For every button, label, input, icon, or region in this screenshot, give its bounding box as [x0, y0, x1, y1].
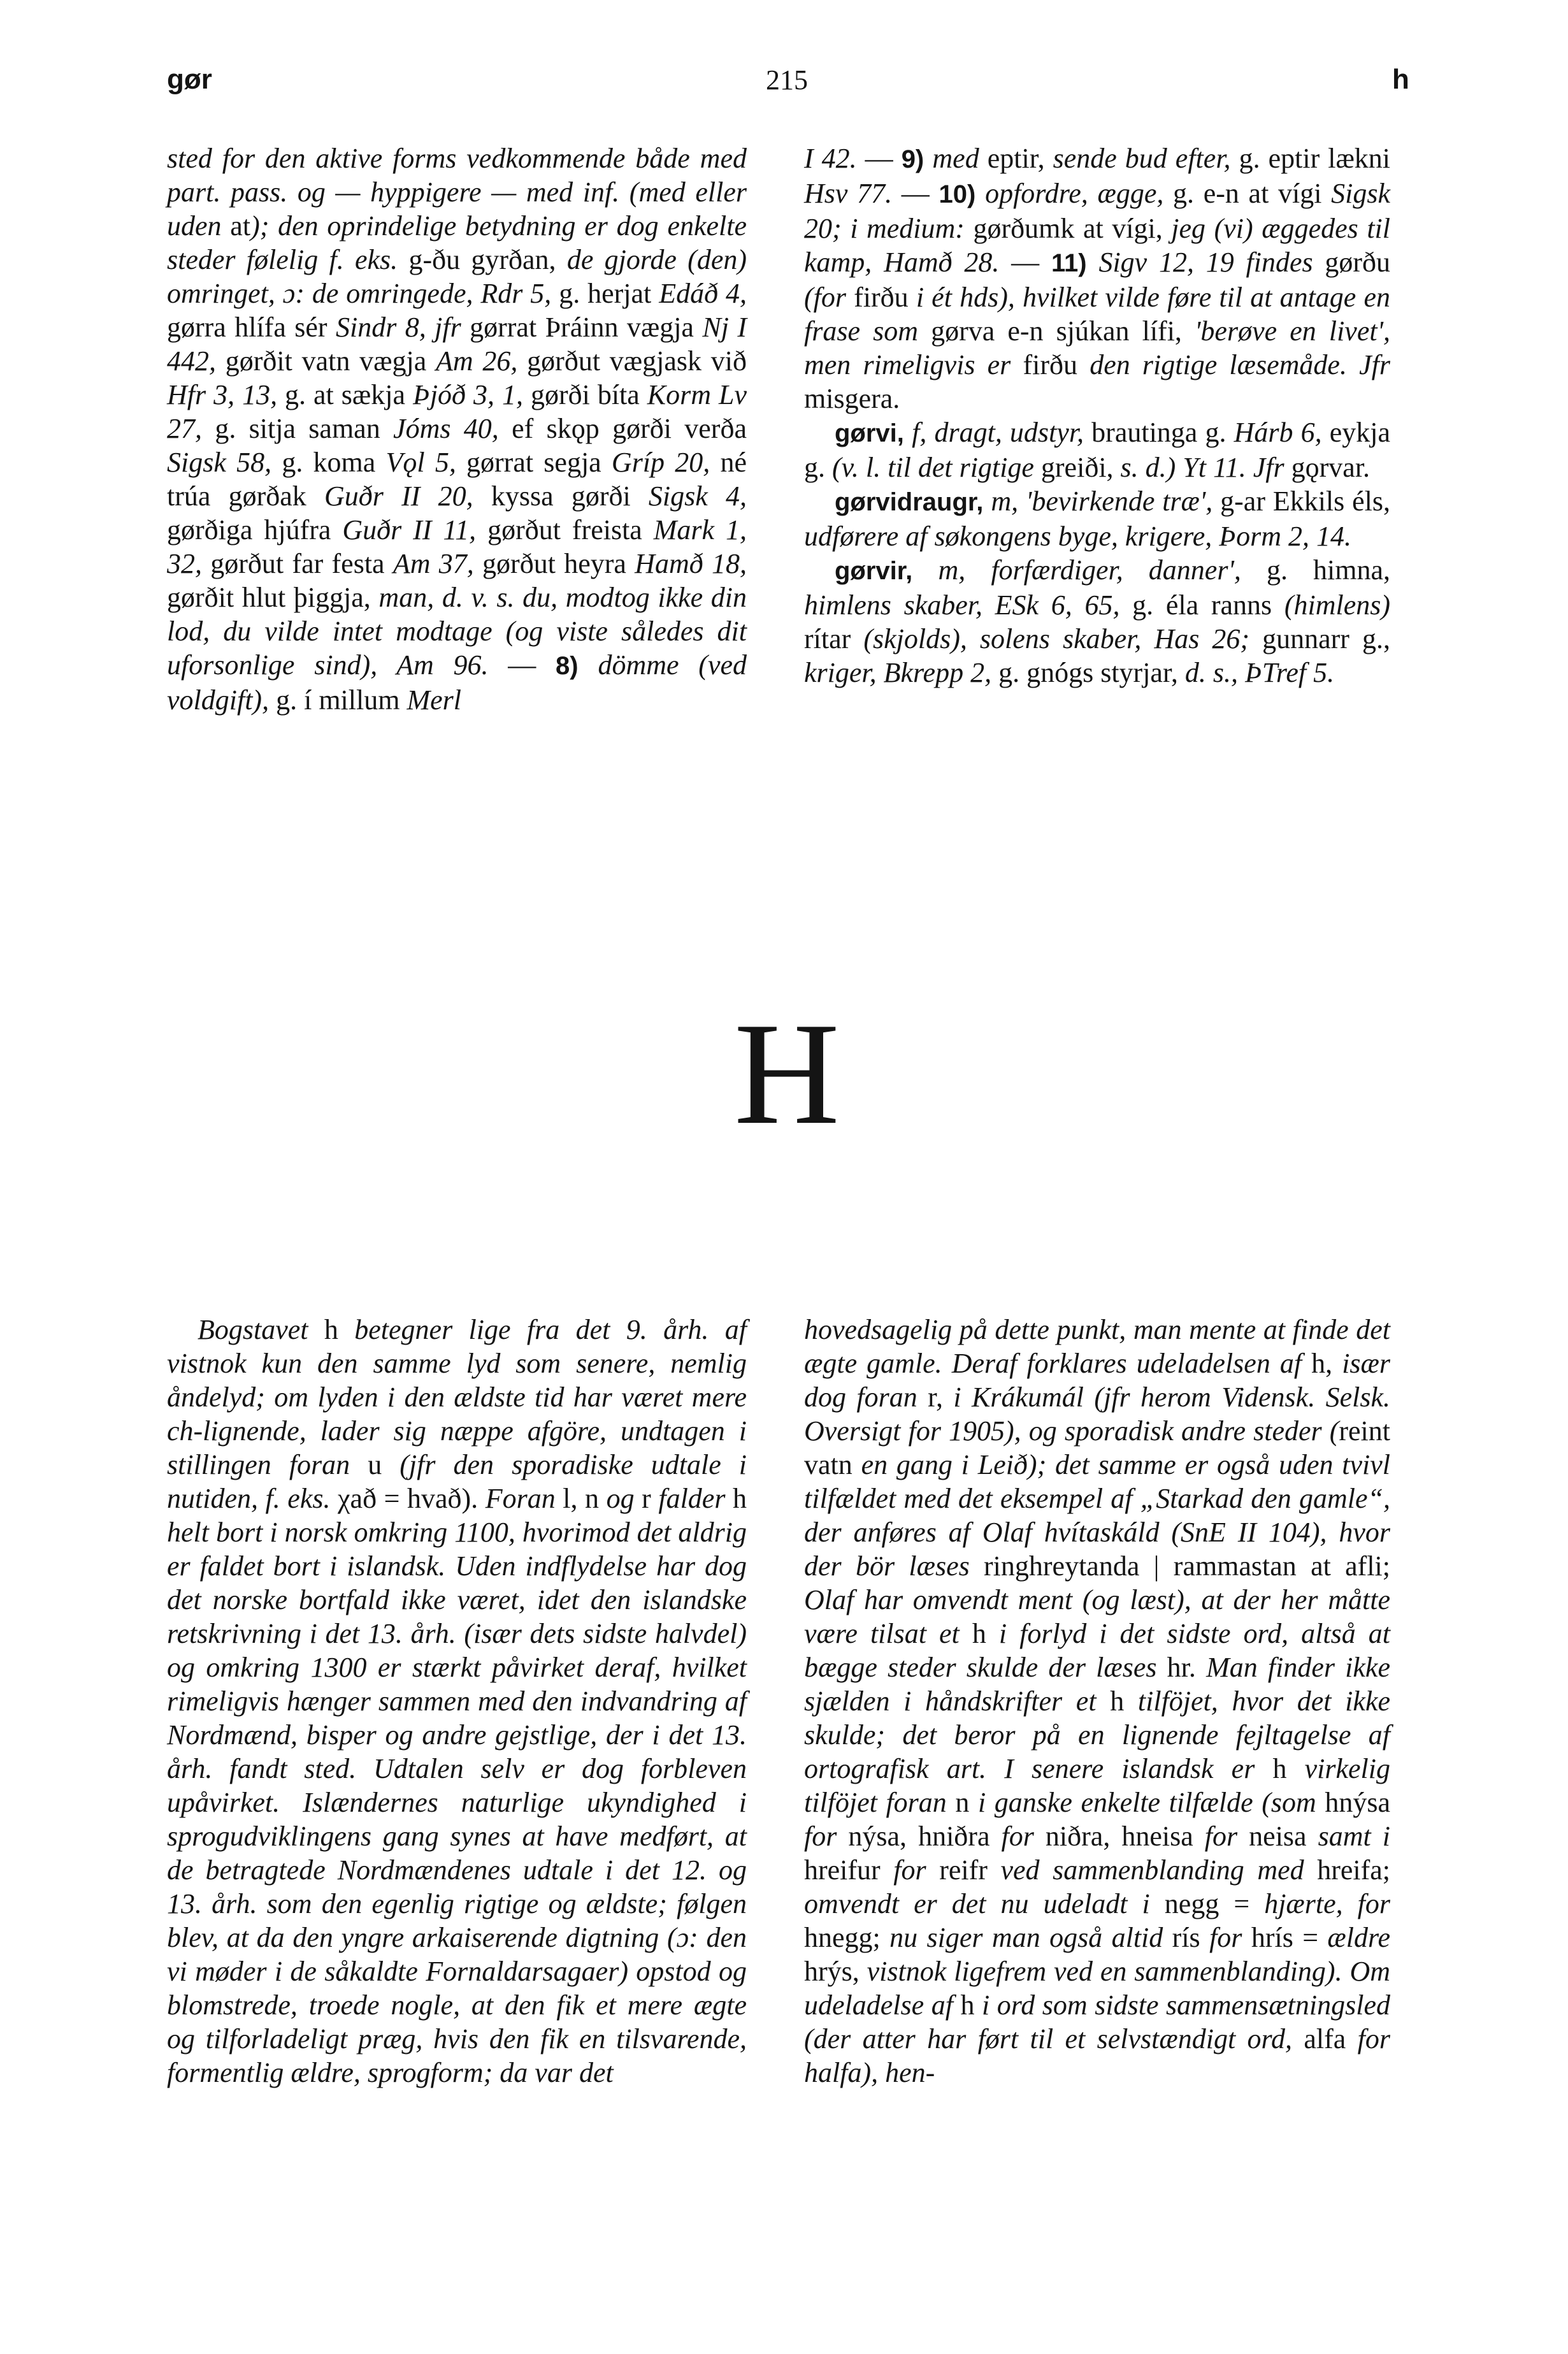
- text-run: ved sammenblanding med: [1000, 1854, 1318, 1886]
- text-run: g-ar Ekkils éls,: [1220, 486, 1390, 517]
- text-run: med: [932, 143, 988, 174]
- text-run: gørva e-n sjúkan lífi,: [931, 315, 1195, 347]
- text-run: Hamð 18,: [635, 548, 747, 579]
- text-run: firðu: [1023, 349, 1090, 380]
- text-run: betegner lige fra det 9. årh. af vistnok kun den samme lyd som senere, nemlig åndelyd; om lyden i den ældste tid har været mere ch-lignende, lader sig næppe afgöre, undtagen i stillingen foran: [167, 1314, 747, 1480]
- text-run: og: [606, 1483, 642, 1514]
- text-run: brautinga g.: [1091, 417, 1234, 448]
- text-run: —: [865, 143, 902, 174]
- text-run: man, d. v. s. du, modtog ikke din lod, du vilde intet modtage (og viste således dit uforsonlige sind), Am 96.: [167, 582, 747, 681]
- text-run: gørðiga hjúfra: [167, 514, 343, 545]
- text-run: kyssa gørði: [491, 480, 649, 512]
- text-run: g. gnógs styrjar,: [998, 657, 1185, 688]
- text-run: negg =: [1164, 1888, 1265, 1919]
- text-run: Foran: [485, 1483, 563, 1514]
- text-run: for: [1357, 2023, 1391, 2054]
- text-run: helt bort i norsk omkring 1100, hvorimod det aldrig er faldet bort i islandsk. Uden indflydelse har dog det norske bortfald ikke været, idet den islandske retskrivning i det 13. årh. (især dets sidste halvdel) og omkring 1300 er stærkt påvirket deraf, hvilket rimeligvis hænger sammen med den indvandring af Nordmænd, bisper og andre gejstlige, der i det 13. årh. fandt sted. Udtalen selv er dog forbleven upåvirket. Islændernes naturlige ukyndighed i sprogudviklingens gang synes at have medført, at de betragtede Nordmændenes udtale i det 12. og 13. årh. som den egenlig rigtige og ældste; følgen blev, at da den yngre arkaiserende digtning (ɔ: den vi møder i de såkaldte Fornaldarsagaer) opstod og blomstrede, troede nogle, at den fik et mere ægte og tilforladeligt præg, hvis den fik en tilsvarende, formentlig ældre, sprogform; da var det: [167, 1517, 747, 2088]
- text-run: d. s., ÞTref 5.: [1184, 657, 1335, 688]
- text-run: Gríp 20,: [611, 447, 721, 478]
- text-run: h: [1272, 1753, 1305, 1784]
- column-top-left: [167, 141, 747, 717]
- text-run: eptir,: [987, 143, 1053, 174]
- headword: gørvir,: [835, 557, 939, 585]
- text-run: virkelig tilföjet foran: [804, 1753, 1390, 1818]
- column-bottom-right: [804, 1313, 1390, 2090]
- running-head-right: h: [1392, 64, 1409, 95]
- text-run: ); den oprindelige betydning er dog enkelte steder følelig f. eks.: [167, 210, 747, 275]
- text-run: hnegg;: [804, 1922, 890, 1953]
- text-run: at: [230, 210, 251, 242]
- text-run: gørðut freista: [487, 514, 654, 545]
- text-run: gørra hlífa sér: [167, 312, 336, 343]
- text-run: rís: [1172, 1922, 1210, 1953]
- text-run: de gjorde (den) omringet, ɔ: de omringede, Rdr 5,: [167, 244, 747, 309]
- text-run: né trúa gørðak: [167, 447, 747, 512]
- text-run: Hárb 6,: [1234, 417, 1330, 448]
- text-run: f, dragt, udstyr,: [912, 417, 1092, 448]
- text-run: ringhreytanda | rammastan at afli;: [984, 1550, 1390, 1582]
- text-run: g. éla ranns: [1132, 589, 1284, 621]
- text-run: (himlens): [1284, 589, 1390, 621]
- text-run: r,: [928, 1382, 954, 1413]
- text-run: Guðr II 11,: [342, 514, 488, 545]
- text-run: Jóms 40,: [393, 413, 512, 444]
- text-run: gørðit vatn vægja: [225, 345, 436, 377]
- text-run: alfa: [1304, 2023, 1358, 2054]
- text-run: Sigsk 20; i medium:: [804, 178, 1390, 244]
- entry-paragraph: [804, 1313, 1390, 2090]
- text-run: m, 'bevirkende træ',: [991, 486, 1221, 517]
- text-run: 11): [1051, 249, 1099, 277]
- text-run: h: [324, 1314, 355, 1345]
- text-run: Nj I 442,: [167, 312, 747, 377]
- entry-paragraph: [167, 141, 747, 717]
- text-run: gørðu: [1325, 247, 1391, 278]
- headword: gørvidraugr,: [835, 488, 991, 516]
- text-run: s. d.) Yt 11. Jfr: [1120, 452, 1291, 483]
- text-run: g. herjat: [559, 278, 659, 309]
- page-number: 215: [766, 64, 808, 96]
- entry-paragraph: [167, 1313, 747, 2090]
- text-run: Merl: [406, 684, 461, 716]
- text-run: u: [368, 1449, 400, 1480]
- text-run: —: [1011, 247, 1051, 278]
- text-run: dömme (ved voldgift),: [167, 649, 747, 716]
- text-run: h: [733, 1483, 747, 1514]
- text-run: for: [893, 1854, 940, 1886]
- text-run: i ganske enkelte tilfælde (som: [977, 1787, 1325, 1818]
- text-run: Bogstavet: [198, 1314, 324, 1345]
- text-run: omvendt er det nu udeladt i: [804, 1888, 1165, 1919]
- entry-paragraph: [804, 553, 1390, 690]
- text-run: gørðut heyra: [482, 548, 635, 579]
- text-run: gørðumk at vígi,: [973, 213, 1172, 244]
- text-run: gørðit hlut þiggja,: [167, 582, 379, 613]
- text-run: n: [955, 1787, 978, 1818]
- text-run: hjærte, for: [1264, 1888, 1391, 1919]
- text-run: for: [804, 1821, 849, 1852]
- text-run: gørrat segja: [466, 447, 612, 478]
- text-run: sted for den aktive forms vedkommende både med part. pass. og — hyppigere — med inf. (med eller uden: [167, 143, 747, 242]
- text-run: reint vatn: [804, 1415, 1390, 1480]
- text-run: Sigv 12, 19 findes: [1098, 247, 1325, 278]
- text-run: eykja g.: [804, 417, 1390, 483]
- text-run: gǫrvar.: [1291, 452, 1370, 483]
- text-run: hreifur: [804, 1854, 894, 1886]
- entry-paragraph: [804, 415, 1390, 484]
- running-head-left: gør: [167, 64, 212, 95]
- text-run: g-ðu gyrðan,: [408, 244, 567, 275]
- text-run: himlens skaber, ESk 6, 65,: [804, 589, 1133, 621]
- text-run: gørði bíta: [530, 379, 647, 410]
- text-run: Hsv 77.: [804, 178, 902, 209]
- text-run: Olaf har omvendt ment (og læst), at der her måtte være tilsat et: [804, 1584, 1390, 1649]
- text-run: (skjolds), solens skaber, Has 26;: [863, 623, 1263, 654]
- text-run: greiði,: [1040, 452, 1121, 483]
- text-run: hnýsa: [1325, 1787, 1390, 1818]
- text-run: (v. l. til det rigtige: [832, 452, 1041, 483]
- text-run: kriger, Bkrepp 2,: [804, 657, 999, 688]
- text-run: for: [1209, 1922, 1251, 1953]
- text-run: i Krákumál (jfr herom Vidensk. Selsk. Oversigt for 1905), og sporadisk andre steder (: [804, 1382, 1390, 1447]
- text-run: h: [960, 1989, 982, 2021]
- text-run: i ord som sidste sammensætningsled (der atter har ført til et selvstændigt ord,: [804, 1989, 1391, 2054]
- headword: gørvi,: [835, 419, 912, 447]
- text-run: udførere af søkongens byge, krigere, Þorm 2, 14.: [804, 521, 1352, 552]
- text-run: hovedsagelig på dette punkt, man mente at finde det ægte gamle. Deraf forklares udeladelsen af: [804, 1314, 1390, 1379]
- text-run: h,: [1311, 1348, 1342, 1379]
- text-run: nu siger man også altid: [889, 1922, 1172, 1953]
- text-run: Korm Lv 27,: [167, 379, 747, 444]
- text-run: ef skǫp gørði verða: [512, 413, 747, 444]
- text-run: g. himna,: [1266, 554, 1391, 586]
- text-run: for: [1204, 1821, 1249, 1852]
- text-run: m, forfærdiger, danner',: [938, 554, 1267, 586]
- text-run: samt i: [1318, 1821, 1390, 1852]
- text-run: h: [972, 1618, 999, 1649]
- text-run: halfa), hen-: [804, 2057, 935, 2088]
- text-run: (for: [804, 282, 854, 313]
- text-run: tilföjet, hvor det ikke skulde; det beror på en lignende fejltagelse af ortografisk art. I senere islandsk er: [804, 1686, 1390, 1784]
- text-run: hrýs,: [804, 1956, 867, 1987]
- text-run: g. sitja saman: [215, 413, 394, 444]
- text-run: Sindr 8, jfr: [335, 312, 470, 343]
- entry-paragraph: [804, 141, 1390, 415]
- column-bottom-left: [167, 1313, 747, 2090]
- entry-paragraph: [804, 484, 1390, 553]
- text-run: l, n: [563, 1483, 607, 1514]
- column-top-right: [804, 141, 1390, 690]
- text-run: Mark 1, 32,: [167, 514, 747, 579]
- text-run: en gang i Leið); det samme er også uden tvivl tilfældet med det eksempel af „Starkad den gamle“, der anføres af Olaf hvítaskáld (SnE II 104), hvor der bör læses: [804, 1449, 1390, 1582]
- text-run: især dog foran: [804, 1348, 1391, 1413]
- text-run: 8): [556, 652, 598, 680]
- text-run: 9): [901, 145, 933, 173]
- text-run: χað = hvað).: [338, 1483, 486, 1514]
- text-run: for: [1001, 1821, 1046, 1852]
- text-run: g. í millum: [276, 684, 407, 716]
- text-run: i ét hds), hvilket vilde føre til at antage en frase som: [804, 282, 1391, 347]
- text-run: Guðr II 20,: [324, 480, 491, 512]
- text-run: Sigsk 58,: [167, 447, 282, 478]
- text-run: Vǫl 5,: [385, 447, 467, 478]
- text-run: gørðut far festa: [210, 548, 393, 579]
- text-run: reifr: [939, 1854, 1001, 1886]
- text-run: I 42.: [804, 143, 865, 174]
- text-run: i forlyd i det sidste ord, altså at bægge steder skulde der læses: [804, 1618, 1390, 1683]
- text-run: 'berøve en livet', men rimeligvis er: [804, 315, 1390, 380]
- text-run: Am 26,: [436, 345, 528, 377]
- text-run: den rigtige læsemåde. Jfr: [1090, 349, 1391, 380]
- text-run: h: [1110, 1686, 1138, 1717]
- text-run: Þjóð 3, 1,: [412, 379, 531, 410]
- text-run: Am 37,: [392, 548, 483, 579]
- text-run: hrís =: [1251, 1922, 1328, 1953]
- text-run: sende bud efter,: [1053, 143, 1239, 174]
- text-run: hr.: [1167, 1652, 1207, 1683]
- text-run: —: [901, 178, 939, 209]
- text-run: opfordre, ægge,: [985, 178, 1174, 209]
- text-run: —: [508, 649, 556, 681]
- text-run: firðu: [854, 282, 916, 313]
- text-run: gørðut vægjask við: [527, 345, 747, 377]
- text-run: Man finder ikke sjælden i håndskrifter et: [804, 1652, 1390, 1717]
- text-run: Edáð 4,: [659, 278, 747, 309]
- text-run: gørrat Þráinn vægja: [470, 312, 703, 343]
- text-run: vistnok ligefrem ved en sammenblanding). Om udeladelse af: [804, 1956, 1390, 2021]
- text-run: nýsa, hniðra: [848, 1821, 1002, 1852]
- text-run: 10): [939, 180, 986, 208]
- text-run: misgera.: [804, 383, 900, 414]
- text-run: g. eptir lækni: [1239, 143, 1391, 174]
- text-run: g. e-n at vígi: [1173, 178, 1332, 209]
- text-run: rítar: [804, 623, 864, 654]
- text-run: falder: [658, 1483, 733, 1514]
- text-run: Sigsk 4,: [648, 480, 747, 512]
- text-run: hreifa;: [1317, 1854, 1390, 1886]
- text-run: gunnarr g.,: [1262, 623, 1390, 654]
- text-run: niðra, hneisa: [1045, 1821, 1205, 1852]
- text-run: Hfr 3, 13,: [167, 379, 285, 410]
- text-run: jeg (vi) æggedes til kamp, Hamð 28.: [804, 213, 1390, 278]
- text-run: (jfr den sporadiske udtale i nutiden, f. eks.: [167, 1449, 747, 1514]
- text-run: r: [642, 1483, 659, 1514]
- text-run: g. at sækja: [285, 379, 413, 410]
- section-letter-heading: H: [733, 992, 840, 1155]
- text-run: g. koma: [282, 447, 386, 478]
- text-run: ældre: [1327, 1922, 1390, 1953]
- text-run: neisa: [1249, 1821, 1318, 1852]
